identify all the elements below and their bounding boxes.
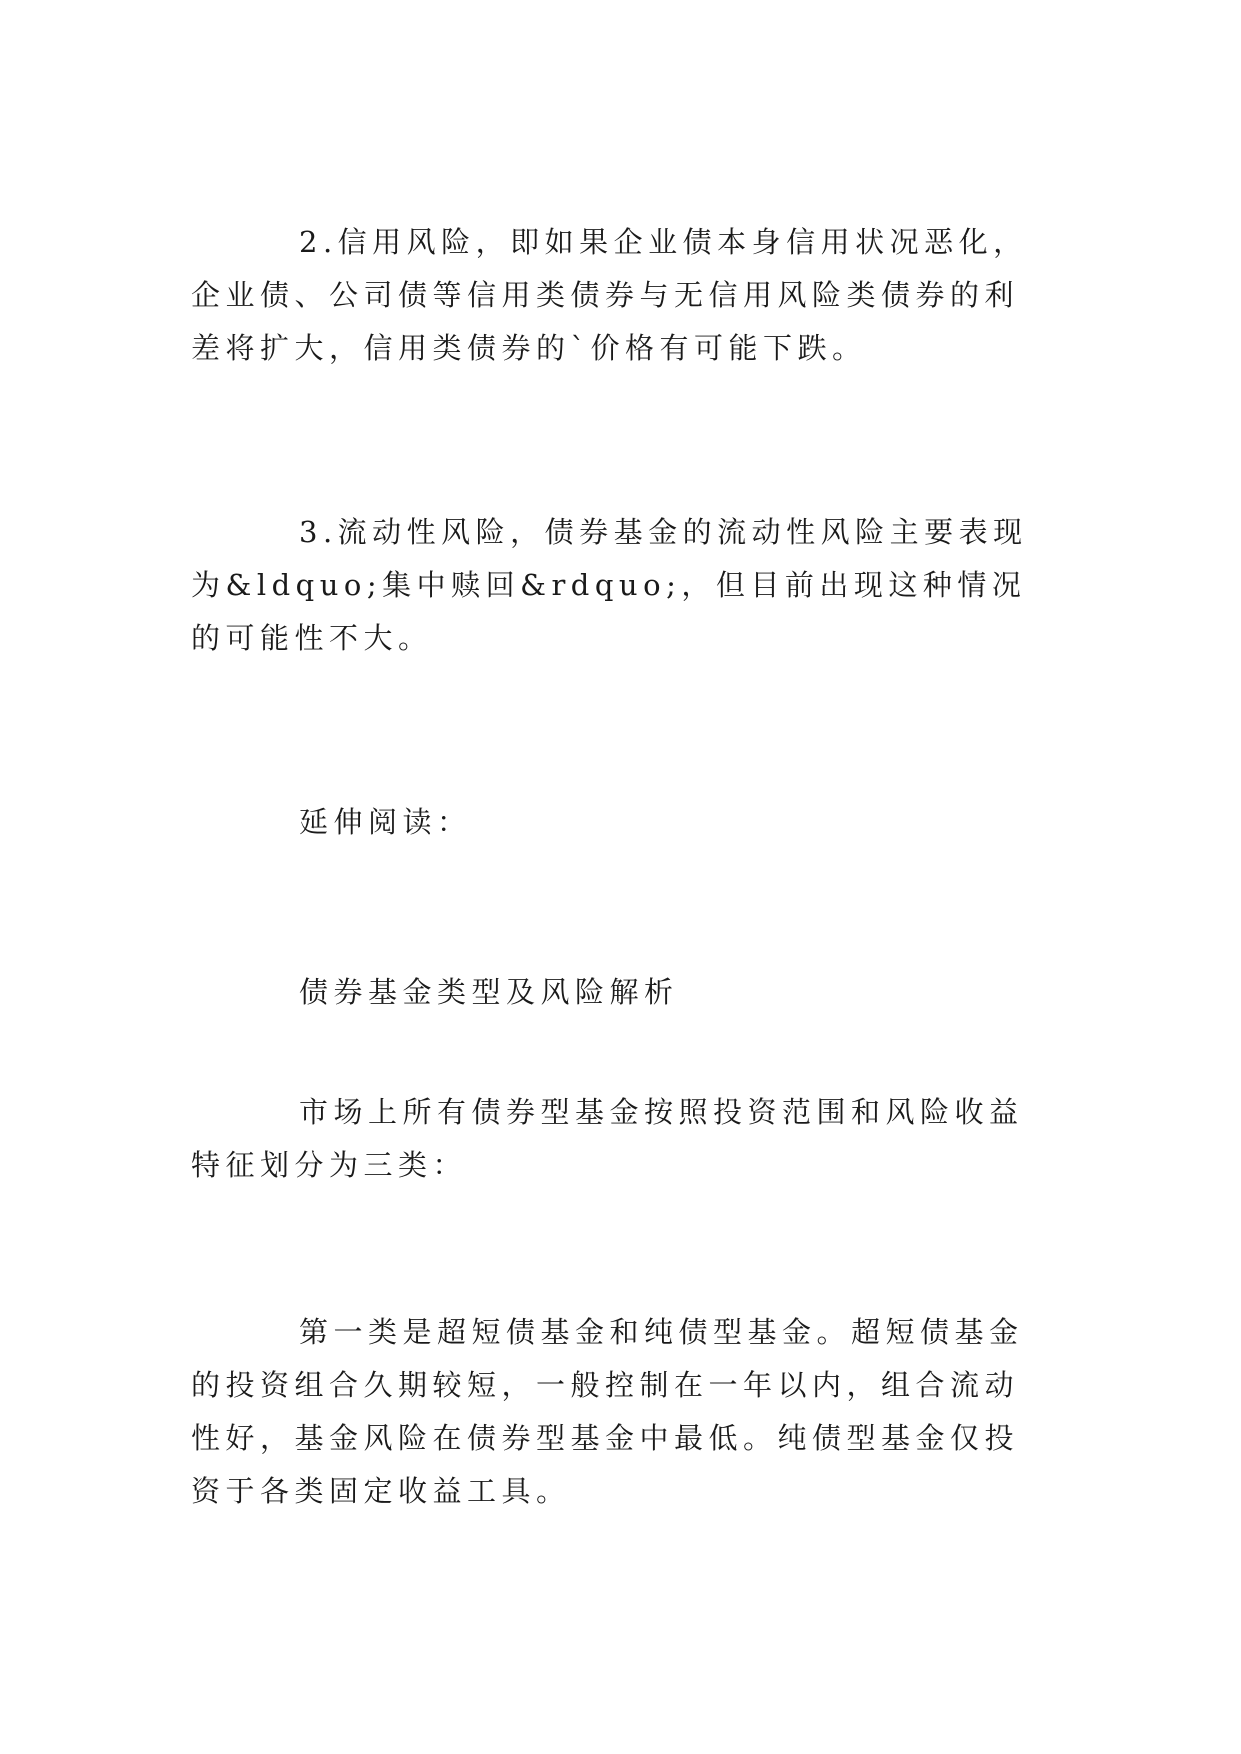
paragraph-liquidity-risk: 3.流动性风险，债券基金的流动性风险主要表现为&ldquo;集中赎回&rdquo;，但目前出现这种情况的可能性不大。: [191, 515, 1028, 655]
extended-reading-label: 延伸阅读：: [299, 805, 472, 839]
paragraph-credit-risk: 2.信用风险，即如果企业债本身信用状况恶化，企业债、公司债等信用类债券与无信用风险类债券的利差将扩大，信用类债券的`价格有可能下跌。: [191, 225, 1028, 365]
section-heading: 债券基金类型及风险解析: [299, 975, 679, 1009]
paragraph-first-category: 第一类是超短债基金和纯债型基金。超短债基金的投资组合久期较短，一般控制在一年以内，组合流动性好，基金风险在债券型基金中最低。纯债型基金仅投资于各类固定收益工具。: [191, 1315, 1024, 1508]
paragraph-fund-classification: 市场上所有债券型基金按照投资范围和风险收益特征划分为三类：: [191, 1095, 1024, 1182]
